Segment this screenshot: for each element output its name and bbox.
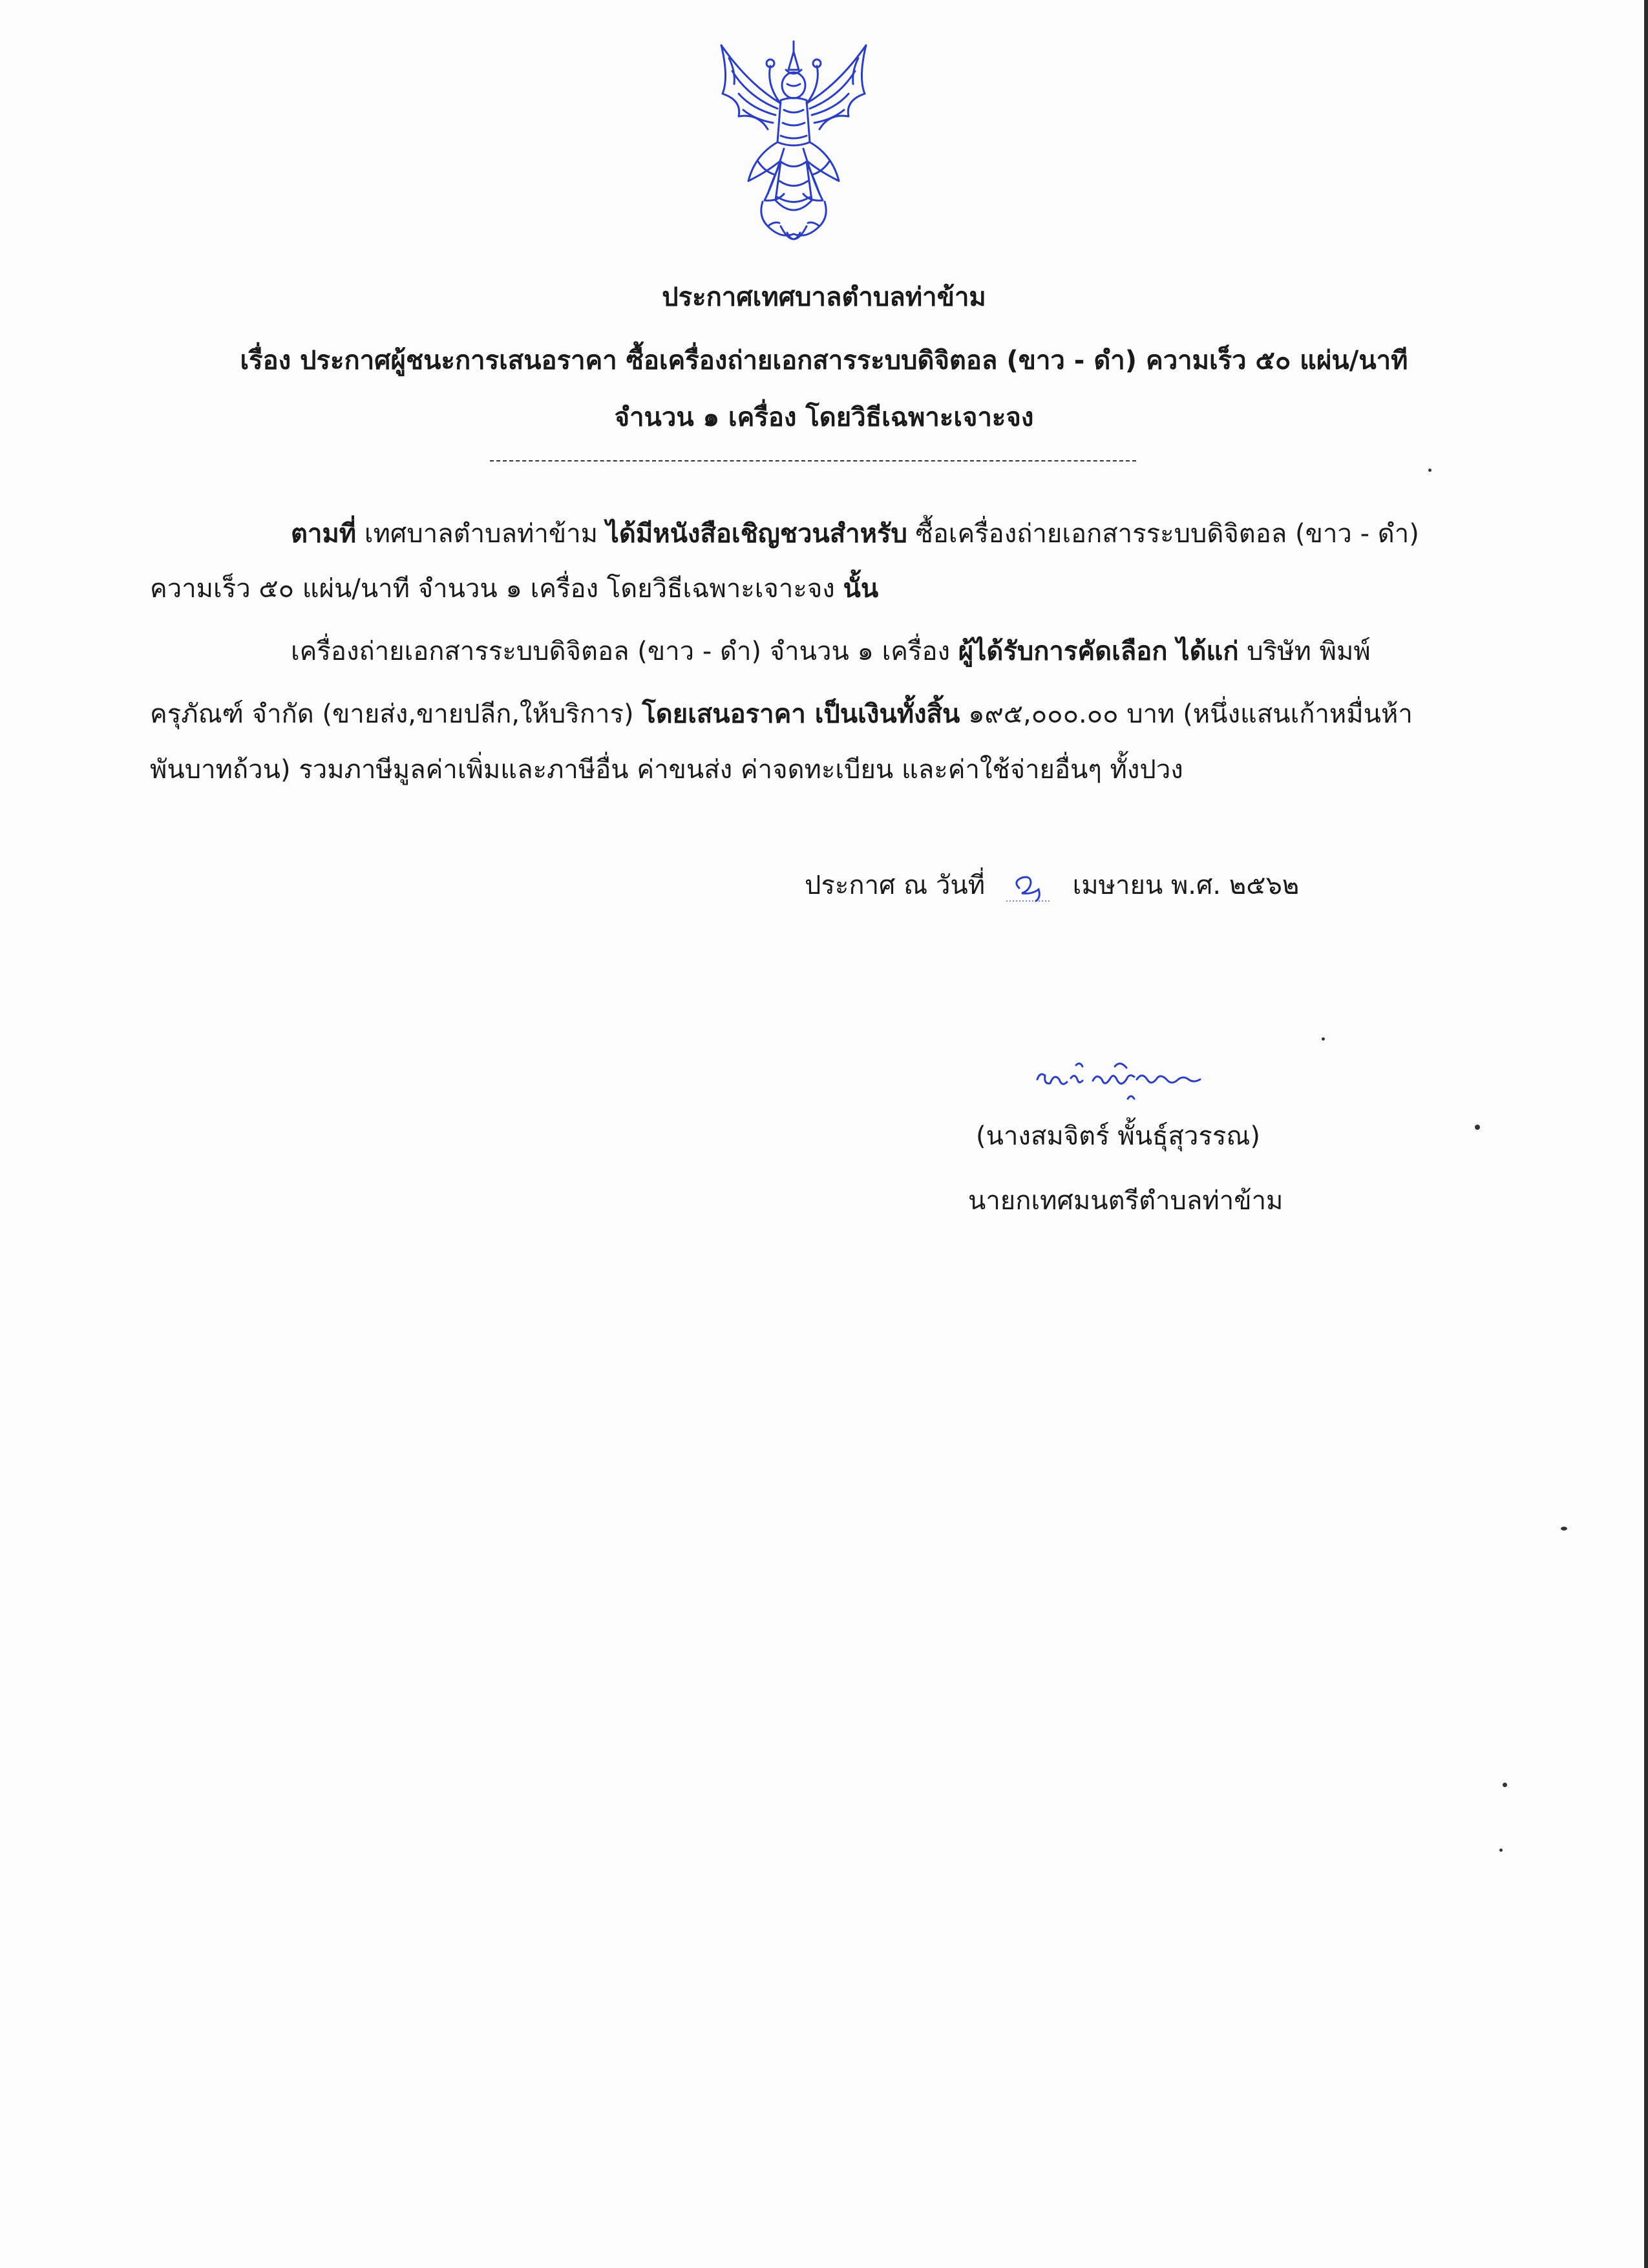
p1-bold-opening: ตามที่ [291,519,357,549]
p1-bold-closing: นั้น [843,574,879,604]
date-prefix: ประกาศ ณ วันที่ [805,871,986,900]
scan-edge [1644,0,1648,2268]
paragraph-1-line-2 [150,571,878,607]
separator-rule [490,460,1136,461]
p1-bold-invitation: ได้มีหนังสือเชิญชวนสำหรับ [606,519,907,549]
p2-text-company-type: ครุภัณฑ์ จำกัด (ขายส่ง,ขายปลีก,ให้บริการ) [150,699,634,729]
p1-text-spec: ความเร็ว ๕๐ แผ่น/นาที จำนวน ๑ เครื่อง โดยวิธีเฉพาะเจาะจง [150,574,835,604]
handwritten-signature [1031,1054,1231,1112]
scan-speck [1428,469,1431,472]
signer-position: นายกเทศมนตรีตำบลท่าข้าม [968,1186,1284,1216]
scan-speck [1499,1849,1503,1852]
p1-text-municipality: เทศบาลตำบลท่าข้าม [364,519,598,549]
subject-label: เรื่อง ประกาศผู้ชนะการเสนอราคา [240,346,617,376]
subject-text: ซื้อเครื่องถ่ายเอกสารระบบดิจิตอล (ขาว - ดำ) ความเร็ว ๕๐ แผ่น/นาที [626,346,1408,376]
subject-line-2: จำนวน ๑ เครื่อง โดยวิธีเฉพาะเจาะจง [614,403,1034,432]
signer-name: (นางสมจิตร์ พั้นธุ์สุวรรณ) [976,1121,1261,1151]
p2-text-company: บริษัท พิมพ์ [1247,637,1371,666]
p2-text-item: เครื่องถ่ายเอกสารระบบดิจิตอล (ขาว - ดำ) จำนวน ๑ เครื่อง [291,637,951,666]
p2-bold-price-label: โดยเสนอราคา เป็นเงินทั้งสิ้น [642,699,960,729]
scan-speck [1503,1783,1507,1787]
p2-text-price: ๑๙๕,๐๐๐.๐๐ บาท (หนึ่งแสนเก้าหมื่นห้า [968,699,1413,729]
announcement-title: ประกาศเทศบาลตำบลท่าข้าม [662,282,986,312]
garuda-emblem-icon [703,32,884,255]
p1-text-item: ซื้อเครื่องถ่ายเอกสารระบบดิจิตอล (ขาว - ดำ) [915,519,1419,549]
scan-speck [1561,1527,1567,1531]
paragraph-2-line-3: พันบาทถ้วน) รวมภาษีมูลค่าเพิ่มและภาษีอื่น ค่าขนส่ง ค่าจดทะเบียน และค่าใช้จ่ายอื่นๆ ทั้งปวง [150,755,1183,785]
date-month-year: เมษายน พ.ศ. ๒๕๖๒ [1072,871,1300,900]
scan-speck [1475,1125,1480,1130]
handwritten-day [993,869,1064,905]
paragraph-2-line-1 [291,633,1371,670]
p2-bold-selected: ผู้ได้รับการคัดเลือก ได้แก่ [958,637,1239,666]
subject-line-1 [0,343,1648,379]
announcement-date [805,867,1299,905]
paragraph-1-line-1 [291,516,1419,552]
paragraph-2-line-2 [150,696,1413,732]
scan-speck [1322,1037,1325,1041]
